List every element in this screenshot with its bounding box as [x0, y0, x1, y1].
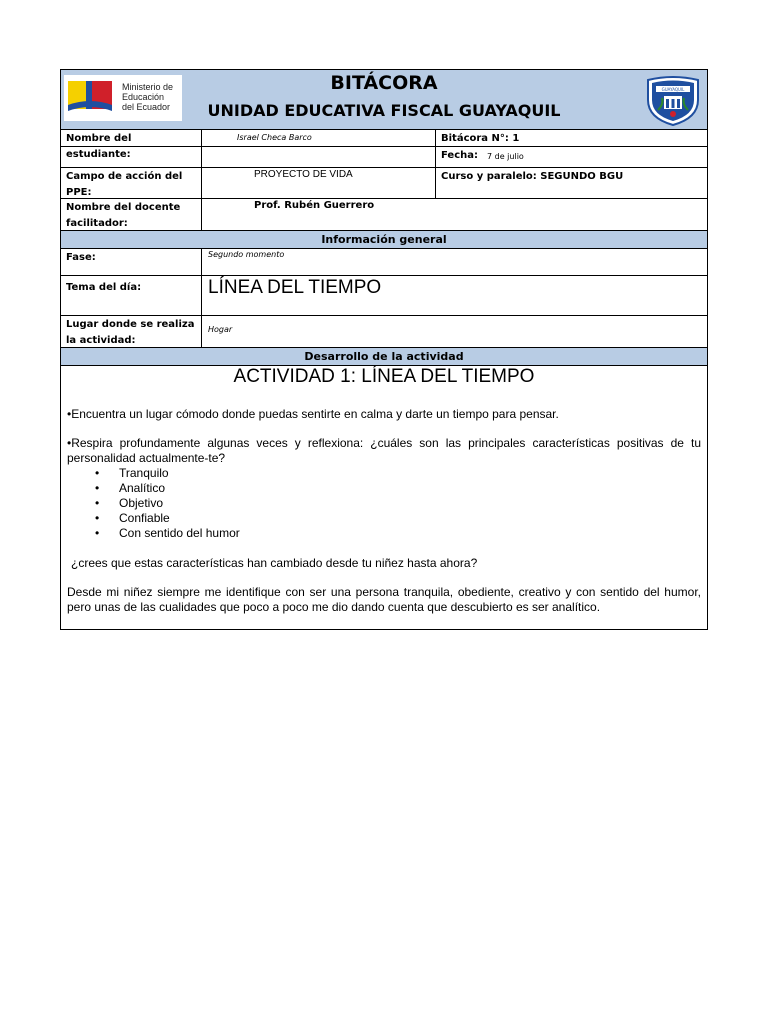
- row-student-bottom: [61, 147, 707, 168]
- ministry-logo-line-2: Educación: [122, 92, 165, 102]
- bullet-icon: •: [95, 481, 100, 495]
- campo-label: Campo de acción del PPE:: [66, 171, 183, 198]
- student-label: Nombre del estudiante:: [66, 133, 132, 160]
- list-item: • Tranquilo: [95, 466, 169, 480]
- school-crest: [644, 76, 702, 126]
- form-title: BITÁCORA: [330, 72, 438, 94]
- crest-text: GUAYAQUIL: [661, 87, 685, 92]
- bullet-icon: •: [95, 526, 100, 540]
- bullet-icon: •: [95, 466, 100, 480]
- instruction-1: •Encuentra un lugar cómodo donde puedas sentirte en calma y darte un tiempo para pensar.: [67, 407, 559, 421]
- lugar-value: Hogar: [208, 325, 233, 334]
- form-header: [61, 70, 707, 130]
- activity-title: ACTIVIDAD 1: LÍNEA DEL TIEMPO: [233, 366, 535, 387]
- row-docente: [61, 199, 707, 231]
- docente-value: Prof. Rubén Guerrero: [254, 200, 375, 211]
- tema-value: LÍNEA DEL TIEMPO: [208, 277, 382, 298]
- bitacora-number: Bitácora N°: 1: [441, 133, 520, 144]
- fase-label: Fase:: [66, 252, 96, 263]
- list-item: • Objetivo: [95, 496, 164, 510]
- row-fase: [61, 249, 707, 276]
- instruction-2: •Respira profundamente algunas veces y reflexiona: ¿cuáles son las principales características positivas de tu personalidad actualmente-te?: [67, 436, 701, 465]
- reflection-question: ¿crees que estas características han cambiado desde tu niñez hasta ahora?: [71, 556, 478, 570]
- list-item: • Analítico: [95, 481, 166, 495]
- docente-label: Nombre del docente facilitador:: [66, 202, 181, 229]
- lugar-label: Lugar donde se realiza la actividad:: [66, 319, 195, 346]
- ministry-logo-line-1: Ministerio de: [122, 82, 174, 92]
- tema-label: Tema del día:: [66, 282, 142, 293]
- list-item: • Con sentido del humor: [95, 526, 240, 540]
- traits-list: [67, 466, 701, 541]
- student-name-value: Israel Checa Barco: [237, 133, 312, 142]
- bullet-icon: •: [95, 496, 100, 510]
- activity-content: [61, 366, 707, 615]
- bitacora-form: [60, 69, 708, 630]
- list-item: • Confiable: [95, 511, 170, 525]
- desarrollo-heading: Desarrollo de la actividad: [61, 348, 707, 366]
- campo-value: PROYECTO DE VIDA: [254, 169, 353, 180]
- row-campo: [61, 168, 707, 199]
- ministry-logo-line-3: del Ecuador: [122, 102, 171, 112]
- reflection-answer: Desde mi niñez siempre me identifique con ser una persona tranquila, obediente, creativo y con sentido del humor, pero unas de las cualidades que poco a poco me dio dando cuenta que descubierto es ser analítico.: [67, 585, 701, 614]
- row-lugar: [61, 316, 707, 348]
- fecha-value: 7 de julio: [487, 152, 524, 161]
- info-general-heading: Información general: [61, 231, 707, 249]
- fecha-label: Fecha:: [441, 150, 479, 161]
- bullet-icon: •: [95, 511, 100, 525]
- school-name: UNIDAD EDUCATIVA FISCAL GUAYAQUIL: [207, 101, 561, 120]
- school-shield-icon: [644, 76, 702, 126]
- curso-label: Curso y paralelo: SEGUNDO BGU: [441, 171, 624, 182]
- fase-value: Segundo momento: [208, 250, 285, 259]
- row-tema: [61, 276, 707, 316]
